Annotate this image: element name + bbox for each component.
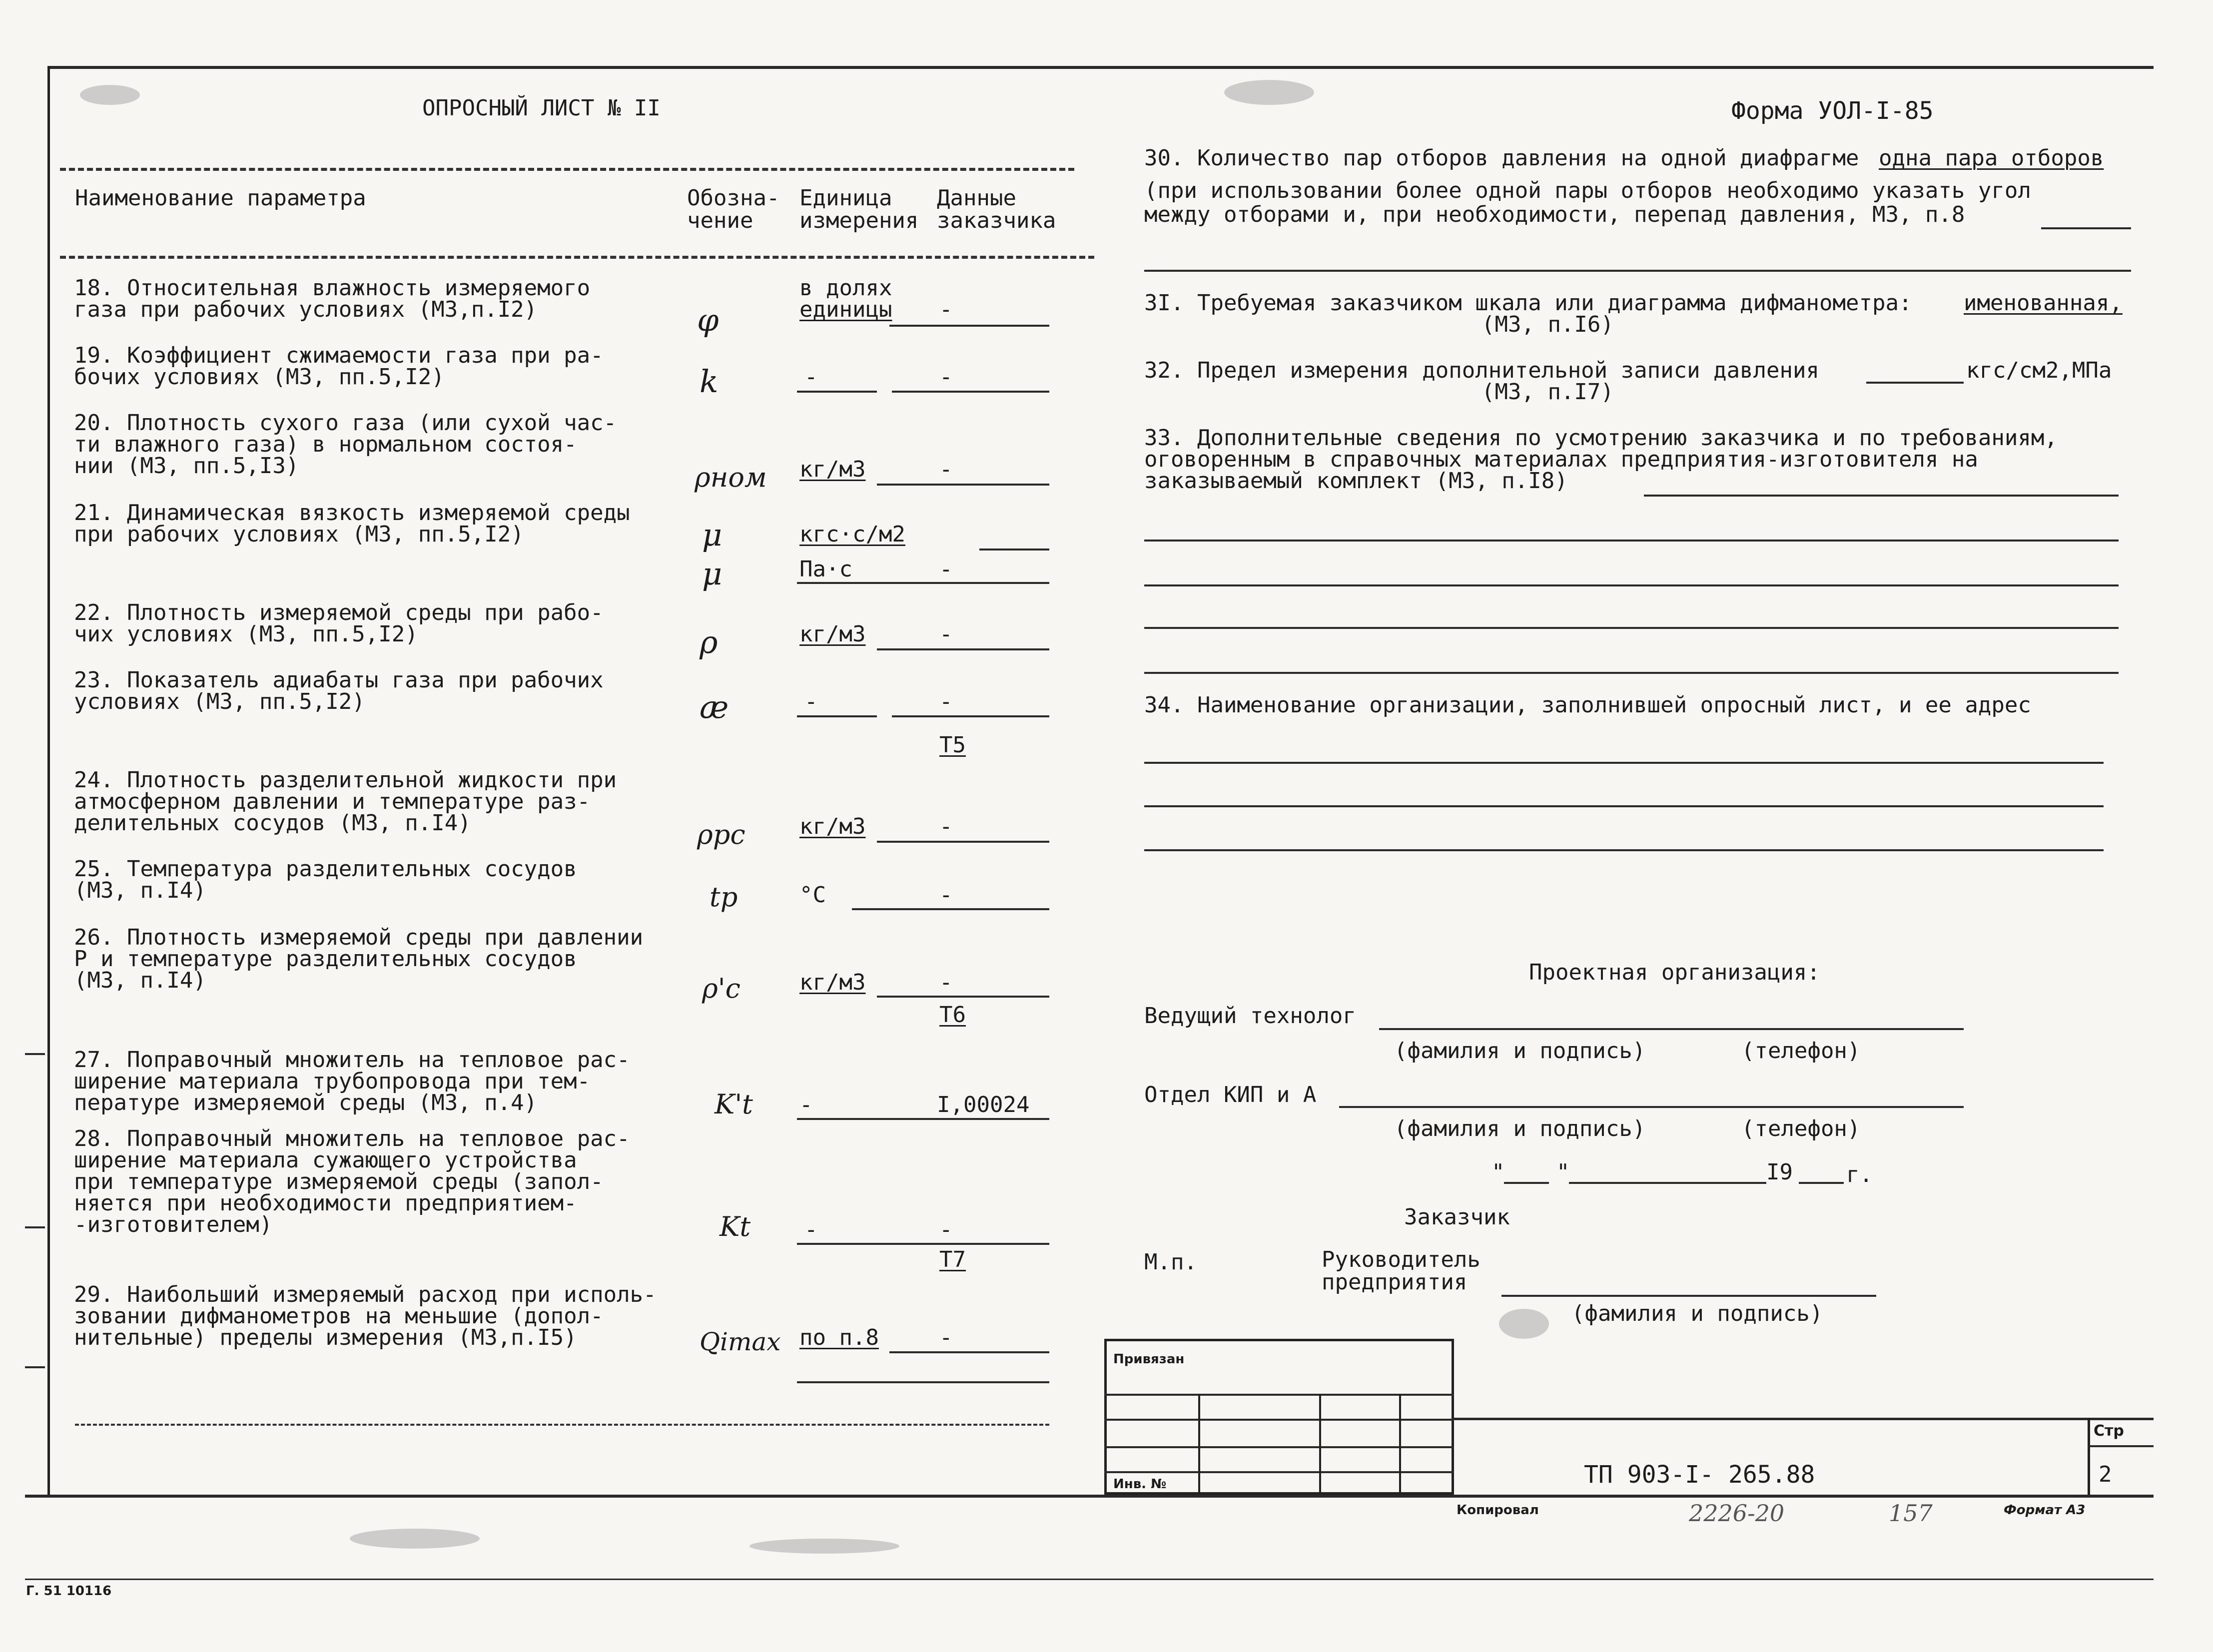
col-unit-header-2: измерения [799,208,919,233]
doc-code: ТП 903-I- 265.88 [1584,1461,1815,1489]
param-27-line-3: пературе измеряемой среды (М3, п.4) [74,1090,538,1115]
col-symbol-header-2: чение [687,208,753,233]
param-28-line-5: -изготовителем) [74,1212,273,1237]
param-24-unit: кг/м3 [799,814,866,839]
param-24-data: - [939,814,953,839]
page-cell-divider [2088,1445,2154,1447]
header-bottom-dash [60,256,1094,259]
param-26-line-3: (М3, п.I4) [74,968,206,993]
param-18-symbol: φ [697,302,719,338]
param-29-line-1: 29. Наибольший измеряемый расход при исполь- [74,1282,657,1307]
q33-line-1: 33. Дополнительные сведения по усмотрению заказчика и по требованиям, [1144,425,2058,451]
scan-noise [350,1529,480,1549]
param-19-line-2: бочих условиях (М3, пп.5,I2) [74,364,445,390]
q33-line-2: оговоренным в справочных материалах предприятия-изготовителя на [1144,447,1978,472]
kip-dept-sign-line [1339,1106,1964,1108]
param-20-data-line [877,484,1049,486]
param-27-line-2: ширение материала трубопровода при тем- [74,1069,591,1094]
q32-unit: кгс/см2,МПа [1966,358,2112,383]
param-22-line-2: чих условиях (М3, пп.5,I2) [74,621,418,647]
col-name-header: Наименование параметра [75,185,366,211]
head-label-2: предприятия [1322,1269,1468,1295]
param-24-data-line [877,841,1049,843]
param-29-data: - [939,1325,953,1350]
param-25-data: - [939,882,953,908]
inv-label: Инв. № [1113,1477,1167,1492]
col-data-header-1: Данные [937,185,1016,211]
project-org-label: Проектная организация: [1529,960,1820,985]
q31-answer: именованная, [1964,290,2123,316]
kip-phone-caption: (телефон) [1741,1116,1861,1141]
param-23-data-line [892,715,1049,717]
lead-tech-label: Ведущий технолог [1144,1003,1356,1029]
q33-fill-line-1 [1644,495,2119,497]
q30-extra-line [1144,270,2131,272]
param-28-symbol: Kt [720,1211,751,1242]
param-29-extra-line [797,1381,1049,1383]
title-block-top [1454,1418,2154,1420]
q30-line-2: (при использовании более одной пары отборов необходимо указать угол [1144,178,2031,203]
param-22-data: - [939,621,953,647]
date-year-line [1799,1182,1844,1184]
bound-label: Привязан [1113,1352,1185,1367]
scan-noise [1224,80,1314,105]
q33-line-b [1144,584,2119,586]
param-26-data: - [939,970,953,995]
param-28-line-1: 28. Поправочный множитель на тепловое рас- [74,1126,630,1151]
param-21-unit-1: кгс·с/м2 [799,522,905,547]
lead-tech-sign-line [1379,1028,1964,1030]
param-25-line-1: 25. Температура разделительных сосудов [74,856,577,882]
stamp-row-2 [1104,1419,1454,1421]
param-26-line-2: Р и температуре разделительных сосудов [74,946,577,972]
param-23-symbol: æ [700,689,729,725]
param-26-data-line [877,996,1049,998]
param-29-symbol: Qimax [700,1327,781,1356]
stamp-col-1 [1198,1394,1200,1495]
stamp-place-label: М.п. [1144,1249,1197,1275]
q34-line-b [1144,805,2104,807]
head-sig-caption: (фамилия и подпись) [1571,1301,1823,1326]
param-20-unit: кг/м3 [799,457,866,482]
date-day-line [1504,1182,1549,1184]
copied-label: Копировал [1457,1503,1539,1518]
archive-number: Г. 51 10116 [26,1584,112,1599]
scan-noise [80,85,140,105]
page-label: Стр [2094,1422,2124,1440]
param-19-line-1: 19. Коэффициент сжимаемости газа при ра- [74,343,604,368]
page-number: 2 [2099,1462,2112,1487]
q30-line-3: между отборами и, при необходимости, перепад давления, М3, п.8 [1144,202,1965,227]
head-sign-line [1501,1295,1876,1297]
param-19-unit: - [804,364,818,390]
param-18-unit-1: в долях [799,275,892,301]
param-29-line-2: зовании дифманометров на меньшие (допол- [74,1303,604,1329]
param-18-data: - [939,297,953,322]
q31-text: 3I. Требуемая заказчиком шкала или диаграмма дифманометра: [1144,290,1912,316]
param-20-data: - [939,457,953,482]
param-19-data-line [892,391,1049,393]
param-28-line-3: при температуре измеряемой среды (запол- [74,1169,604,1194]
param-21-symbol-2: μ [702,555,723,592]
param-23-unit-line [797,715,877,717]
q33-line-d [1144,672,2119,674]
param-25-data-line [852,908,1049,910]
param-28-data-line [797,1243,1049,1245]
handwritten-number-2: 157 [1889,1500,1933,1527]
param-23-unit: - [804,689,818,714]
left-frame-line [47,66,50,1495]
date-g: г. [1846,1162,1873,1187]
param-18-line-2: газа при рабочих условиях (М3,п.I2) [74,297,538,322]
param-22-symbol: ρ [700,624,718,660]
param-25-unit: °С [799,882,826,908]
q33-line-a [1144,540,2119,542]
scan-noise [749,1539,899,1554]
param-20-line-2: ти влажного газа) в нормальном состоя- [74,432,577,457]
param-23-line-2: условиях (М3, пп.5,I2) [74,689,365,714]
param-24-line-3: делительных сосудов (М3, п.I4) [74,810,471,836]
marker-t7: Т7 [939,1247,966,1272]
col-unit-header-1: Единица [799,185,892,211]
param-19-unit-line [797,391,877,393]
param-21-data-line-1 [979,549,1049,551]
param-27-symbol: K't [715,1089,753,1120]
param-20-line-3: нии (М3, пп.5,I3) [74,453,299,479]
param-21-symbol-1: μ [702,517,723,553]
stamp-row-3 [1104,1446,1454,1448]
param-19-symbol: k [700,363,719,400]
q34-text: 34. Наименование организации, заполнившей опросный лист, и ее адрес [1144,692,2031,718]
sheet-title: ОПРОСНЫЙ ЛИСТ № II [422,95,661,121]
form-label: Форма УОЛ-I-85 [1731,97,1934,125]
param-29-unit: по п.8 [799,1325,879,1350]
param-28-unit: - [804,1217,818,1242]
page-cell-left [2088,1418,2090,1495]
param-21-data-2: - [939,556,953,582]
param-18-line-1: 18. Относительная влажность измеряемого [74,275,591,301]
date-year-prefix: I9 [1766,1159,1793,1185]
param-22-line-1: 22. Плотность измеряемой среды при рабо- [74,600,604,625]
param-27-line-1: 27. Поправочный множитель на тепловое рас- [74,1047,630,1073]
q32-text: 32. Предел измерения дополнительной записи давления [1144,358,1820,383]
q34-line-c [1144,849,2104,851]
binding-tick-2 [25,1226,45,1228]
q31-ref: (М3, п.I6) [1481,312,1614,337]
col-data-header-2: заказчика [937,208,1056,233]
param-27-unit: - [799,1092,813,1117]
param-25-symbol: tр [710,881,738,913]
param-27-data-line [797,1118,1049,1120]
customer-label: Заказчик [1404,1204,1510,1230]
q32-ref: (М3, п.I7) [1481,379,1614,405]
param-26-line-1: 26. Плотность измеряемой среды при давлении [74,925,644,950]
header-top-dash [60,168,1074,171]
param-24-line-2: атмосферном давлении и температуре раз- [74,789,591,814]
lead-tech-sig-caption: (фамилия и подпись) [1394,1038,1646,1064]
date-quote-open: " [1491,1159,1505,1185]
param-21-data-line-2 [797,582,1049,584]
handwritten-number: 2226-20 [1689,1500,1785,1527]
param-23-data: - [939,689,953,714]
param-20-symbol: ρном [695,462,767,493]
q32-fill-line [1866,382,1964,384]
marker-t5: Т5 [939,732,966,758]
date-quote-close: " [1556,1159,1570,1185]
param-27-data: I,00024 [937,1092,1030,1117]
param-18-data-line [889,325,1049,327]
param-19-data: - [939,364,953,390]
param-29-data-line [889,1351,1049,1353]
param-24-symbol: ρрс [697,819,745,850]
param-21-line-2: при рабочих условиях (М3, пп.5,I2) [74,522,524,547]
param-23-line-1: 23. Показатель адиабаты газа при рабочих [74,667,604,693]
format-label: Формат А3 [2004,1503,2086,1518]
binding-tick-1 [25,1053,45,1055]
param-20-line-1: 20. Плотность сухого газа (или сухой час- [74,410,617,436]
param-26-symbol: ρ'с [702,973,740,1004]
param-24-line-1: 24. Плотность разделительной жидкости при [74,767,617,793]
top-frame-line [47,66,2154,69]
q30-fill-line [2041,227,2131,229]
param-25-line-2: (М3, п.I4) [74,878,206,903]
param-18-unit-2: единицы [799,297,892,322]
col-symbol-header-1: Обозна- [687,185,780,211]
stamp-col-2 [1319,1394,1321,1495]
param-29-line-3: нительные) пределы измерения (М3,п.I5) [74,1325,577,1350]
bottom-outer-line [25,1579,2154,1580]
param-26-unit: кг/м3 [799,970,866,995]
param-22-unit: кг/м3 [799,621,866,647]
param-28-line-2: ширение материала сужающего устройства [74,1147,577,1173]
kip-dept-label: Отдел КИП и А [1144,1082,1317,1107]
marker-t6: Т6 [939,1002,966,1028]
head-label-1: Руководитель [1322,1247,1480,1272]
q33-line-c [1144,627,2119,629]
bottom-frame-line [25,1495,2154,1498]
q34-line-a [1144,762,2104,764]
param-21-line-1: 21. Динамическая вязкость измеряемой среды [74,500,630,526]
param-28-data: - [939,1217,953,1242]
binding-tick-3 [25,1366,45,1368]
stamp-row-1 [1104,1394,1454,1396]
stamp-col-3 [1399,1394,1401,1495]
q30-text: 30. Количество пар отборов давления на одной диафрагме [1144,145,1859,171]
q33-line-3: заказываемый комплект (М3, п.I8) [1144,468,1568,494]
param-22-data-line [877,648,1049,650]
param-21-unit-2: Па·с [799,556,852,582]
lead-tech-phone-caption: (телефон) [1741,1038,1861,1064]
scan-noise [1499,1309,1549,1339]
table-bottom-dash [75,1424,1049,1426]
kip-sig-caption: (фамилия и подпись) [1394,1116,1646,1141]
stamp-row-4 [1104,1471,1454,1473]
q30-answer: одна пара отборов [1879,145,2104,171]
param-28-line-4: няется при необходимости предприятием- [74,1190,577,1216]
date-month-line [1569,1182,1766,1184]
